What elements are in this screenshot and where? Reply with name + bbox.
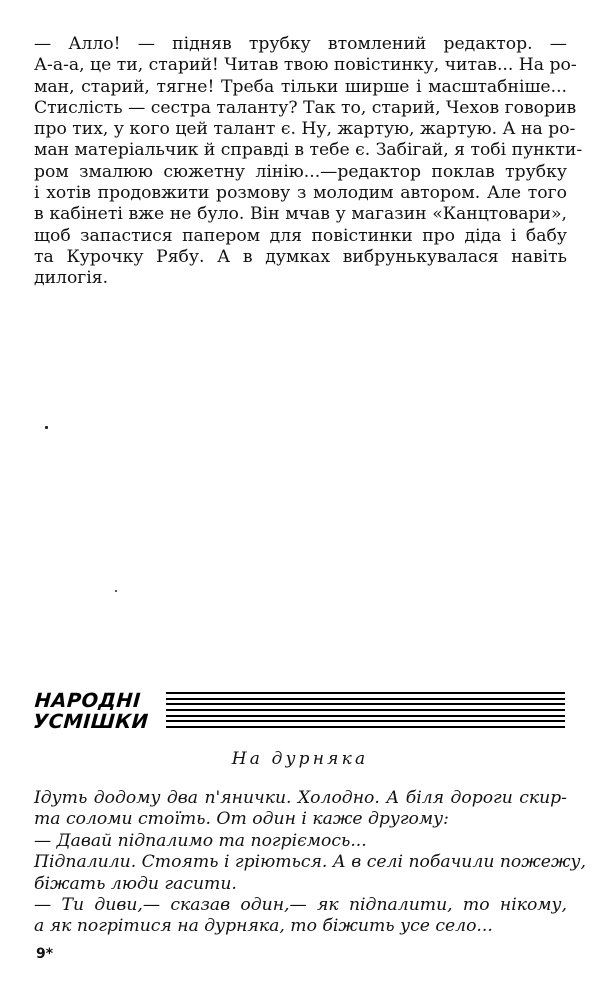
story-line: ман, старий, тягне! Треба тільки ширше і масштабніше... — [34, 76, 567, 97]
piece-line: та соломи стоїть. От один і каже другому: — [34, 809, 449, 830]
rubric-title-line: НАРОДНІ — [33, 689, 142, 712]
rule-line — [166, 720, 565, 722]
piece-title: На дурняка — [231, 749, 369, 769]
story-line: про тих, у кого цей талант є. Ну, жартую, жартую. А на ро- — [34, 119, 576, 140]
section-rubric — [34, 688, 567, 734]
story-line: в кабінеті вже не було. Він мчав у магазин «Канцтовари», — [34, 204, 567, 225]
story-line: та Курочку Рябу. А в думках вибрунькувалася навіть — [34, 246, 567, 267]
story-line: щоб запастися папером для повістинки про діда і бабу — [34, 225, 567, 246]
rule-line — [166, 715, 565, 717]
rule-line — [166, 692, 565, 694]
story-line: і хотів продовжити розмову з молодим автором. Але того — [34, 183, 567, 204]
story-line: ром змалюю сюжетну лінію...—редактор поклав трубку — [34, 161, 567, 182]
piece-text — [34, 788, 586, 938]
story-line: Стислість — сестра таланту? Так то, старий, Чехов говорив — [34, 97, 577, 118]
piece-line: а як погрітися на дурняка, то біжить усе село... — [34, 916, 493, 937]
page-number: 9* — [36, 946, 54, 962]
piece-line: біжать люди гасити. — [34, 873, 237, 894]
piece-line: — Давай підпалимо та погріємось... — [34, 830, 367, 851]
story-line: дилогія. — [34, 268, 109, 289]
print-speck — [45, 426, 48, 429]
rule-line — [166, 709, 565, 711]
story-line: ман матеріальчик й справді в тебе є. Забігай, я тобі пункти- — [34, 140, 583, 161]
rule-line — [166, 726, 565, 728]
piece-line: Ідуть додому два п'янички. Холодно. А біля дороги скир- — [34, 788, 567, 808]
piece-line: — Ти диви,— сказав один,— як підпалити, то нікому, — [34, 895, 567, 916]
piece-line: Підпалили. Стоять і гріються. А в селі побачили пожежу, — [34, 852, 586, 873]
rule-line — [166, 703, 565, 705]
rubric-title-line: УСМІШКИ — [32, 710, 150, 733]
rule-line — [166, 698, 565, 700]
rubric-rule-lines — [166, 692, 565, 730]
story-line: А-а-а, це ти, старий! Читав твою повістинку, читав... На ро- — [34, 55, 577, 76]
print-speck — [115, 590, 117, 592]
story-text — [34, 34, 583, 290]
story-line: — Алло! — підняв трубку втомлений редактор. — — [34, 34, 567, 54]
rubric-title — [33, 690, 151, 732]
